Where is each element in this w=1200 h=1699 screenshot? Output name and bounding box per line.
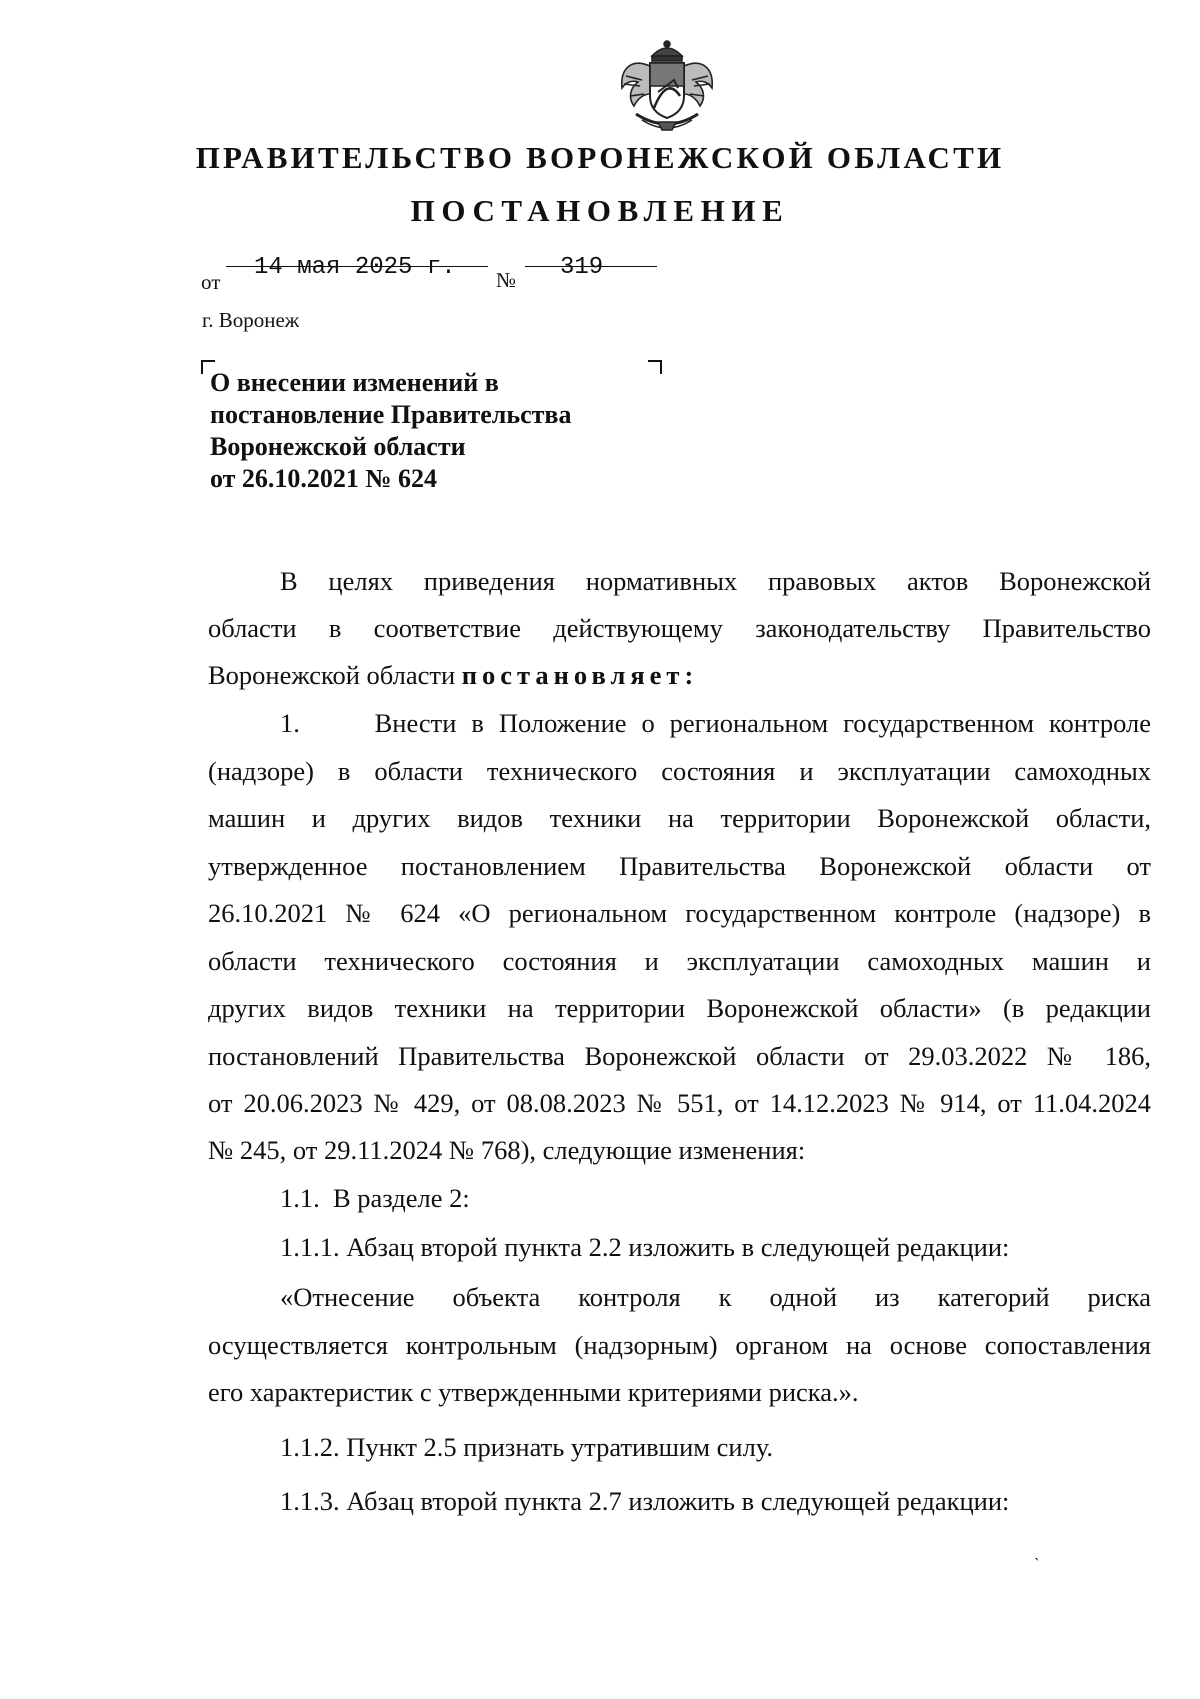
item-1-line: (надзоре) в области технического состояния и эксплуатации самоходных xyxy=(208,756,1151,786)
subject-line: постановление Правительства xyxy=(210,400,572,429)
subject-line: О внесении изменений в xyxy=(210,368,499,397)
coat-of-arms-emblem xyxy=(612,36,722,136)
item-1-line: постановлений Правительства Воронежской области от 29.03.2022 № 186, xyxy=(208,1041,1151,1071)
document-subject xyxy=(210,367,571,495)
date-prefix: от xyxy=(201,270,221,294)
subject-line: Воронежской области xyxy=(210,432,466,461)
item-1-line: от 20.06.2023 № 429, от 08.08.2023 № 551, от 14.12.2023 № 914, от 11.04.2024 xyxy=(208,1088,1151,1118)
item-1-line: машин и других видов техники на территории Воронежской области, xyxy=(208,803,1151,833)
stray-mark: ` xyxy=(1034,1556,1040,1573)
corner-mark-right xyxy=(648,360,662,374)
place-of-issue: г. Воронеж xyxy=(202,308,300,332)
document-type-heading: ПОСТАНОВЛЕНИЕ xyxy=(410,193,790,228)
item-1-line: 26.10.2021 № 624 «О региональном государственном контроле (надзоре) в xyxy=(208,898,1151,928)
item-1-1-1: 1.1.1. Абзац второй пункта 2.2 изложить в следующей редакции: xyxy=(280,1232,1010,1262)
quote-line: «Отнесение объекта контроля к одной из категорий риска xyxy=(280,1282,1151,1312)
item-1-1: 1.1. В разделе 2: xyxy=(280,1183,470,1213)
item-1-line: области технического состояния и эксплуатации самоходных машин и xyxy=(208,946,1151,976)
decree-word: постановляет: xyxy=(461,660,699,690)
preamble-line: В целях приведения нормативных правовых актов Воронежской xyxy=(280,566,1151,596)
quote-line: осуществляется контрольным (надзорным) органом на основе сопоставления xyxy=(208,1330,1151,1360)
number-prefix: № xyxy=(496,268,517,292)
government-heading: ПРАВИТЕЛЬСТВО ВОРОНЕЖСКОЙ ОБЛАСТИ xyxy=(195,140,1005,175)
item-1-line: других видов техники на территории Воронежской области» (в редакции xyxy=(208,993,1151,1023)
document-number: 319 xyxy=(560,254,604,281)
item-1-line: утвержденное постановлением Правительства Воронежской области от xyxy=(208,851,1151,881)
document-date: 14 мая 2025 г. xyxy=(254,254,456,281)
subject-line: от 26.10.2021 № 624 xyxy=(210,464,438,493)
preamble-line: области в соответствие действующему законодательству Правительство xyxy=(208,613,1151,643)
item-1-line: 1. Внести в Положение о региональном государственном контроле xyxy=(280,708,1151,738)
preamble-line: Воронежской области постановляет: xyxy=(208,660,699,690)
item-1-line: № 245, от 29.11.2024 № 768), следующие изменения: xyxy=(208,1135,806,1165)
quote-line: его характеристик с утвержденными критериями риска.». xyxy=(208,1377,859,1407)
item-1-1-2: 1.1.2. Пункт 2.5 признать утратившим силу. xyxy=(280,1432,774,1462)
item-1-1-3: 1.1.3. Абзац второй пункта 2.7 изложить в следующей редакции: xyxy=(280,1486,1010,1516)
